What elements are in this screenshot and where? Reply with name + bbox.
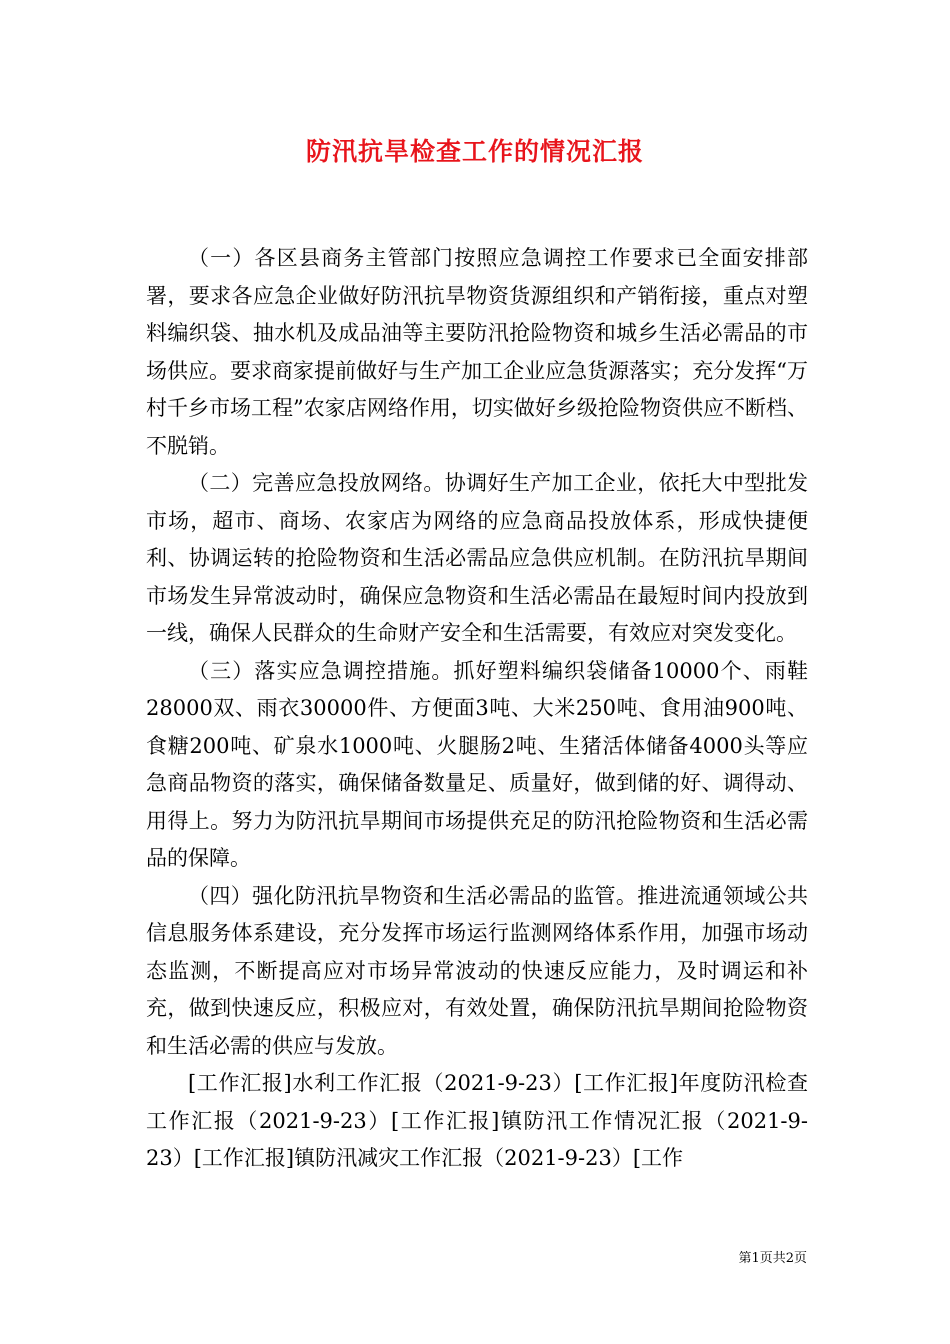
page-number: 第1页共2页 <box>738 1251 807 1266</box>
paragraph-2: （二）完善应急投放网络。协调好生产加工企业，依托大中型批发市场，超市、商场、农家店为网络的应急商品投放体系，形成快捷便利、协调运转的抢险物资和生活必需品应急供应机制。在防汛抗旱期间市场发生异常波动时，确保应急物资和生活必需品在最短时间内投放到一线，确保人民群众的生命财产安全和生活需要，有效应对突发变化。 <box>146 471 808 645</box>
document-title: 防汛抗旱检查工作的情况汇报 <box>305 137 644 166</box>
paragraph-3: （三）落实应急调控措施。抓好塑料编织袋储备10000个、雨鞋28000双、雨衣30000件、方便面3吨、大米250吨、食用油900吨、食糖200吨、矿泉水1000吨、火腿肠2吨、生猪活体储备4000头等应急商品物资的落实，确保储备数量足、质量好，做到储的好、调得动、用得上。努力为防汛抗旱期间市场提供充足的防汛抢险物资和生活必需品的保障。 <box>146 658 808 870</box>
related-links-paragraph: [工作汇报]水利工作汇报（2021-9-23）[工作汇报]年度防汛检查工作汇报（2021-9-23）[工作汇报]镇防汛工作情况汇报（2021-9-23）[工作汇报]镇防汛减灾工作汇报（2021-9-23）[工作 <box>146 1071 808 1170</box>
paragraph-1: （一）各区县商务主管部门按照应急调控工作要求已全面安排部署，要求各应急企业做好防汛抗旱物资货源组织和产销衔接，重点对塑料编织袋、抽水机及成品油等主要防汛抢险物资和城乡生活必需品的市场供应。要求商家提前做好与生产加工企业应急货源落实；充分发挥“万村千乡市场工程”农家店网络作用，切实做好乡级抢险物资供应不断档、不脱销。 <box>146 246 808 458</box>
document-body <box>146 240 808 1178</box>
paragraph-4: （四）强化防汛抗旱物资和生活必需品的监管。推进流通领域公共信息服务体系建设，充分发挥市场运行监测网络体系作用，加强市场动态监测，不断提高应对市场异常波动的快速反应能力，及时调运和补充，做到快速反应，积极应对，有效处置，确保防汛抗旱期间抢险物资和生活必需的供应与发放。 <box>146 883 808 1058</box>
